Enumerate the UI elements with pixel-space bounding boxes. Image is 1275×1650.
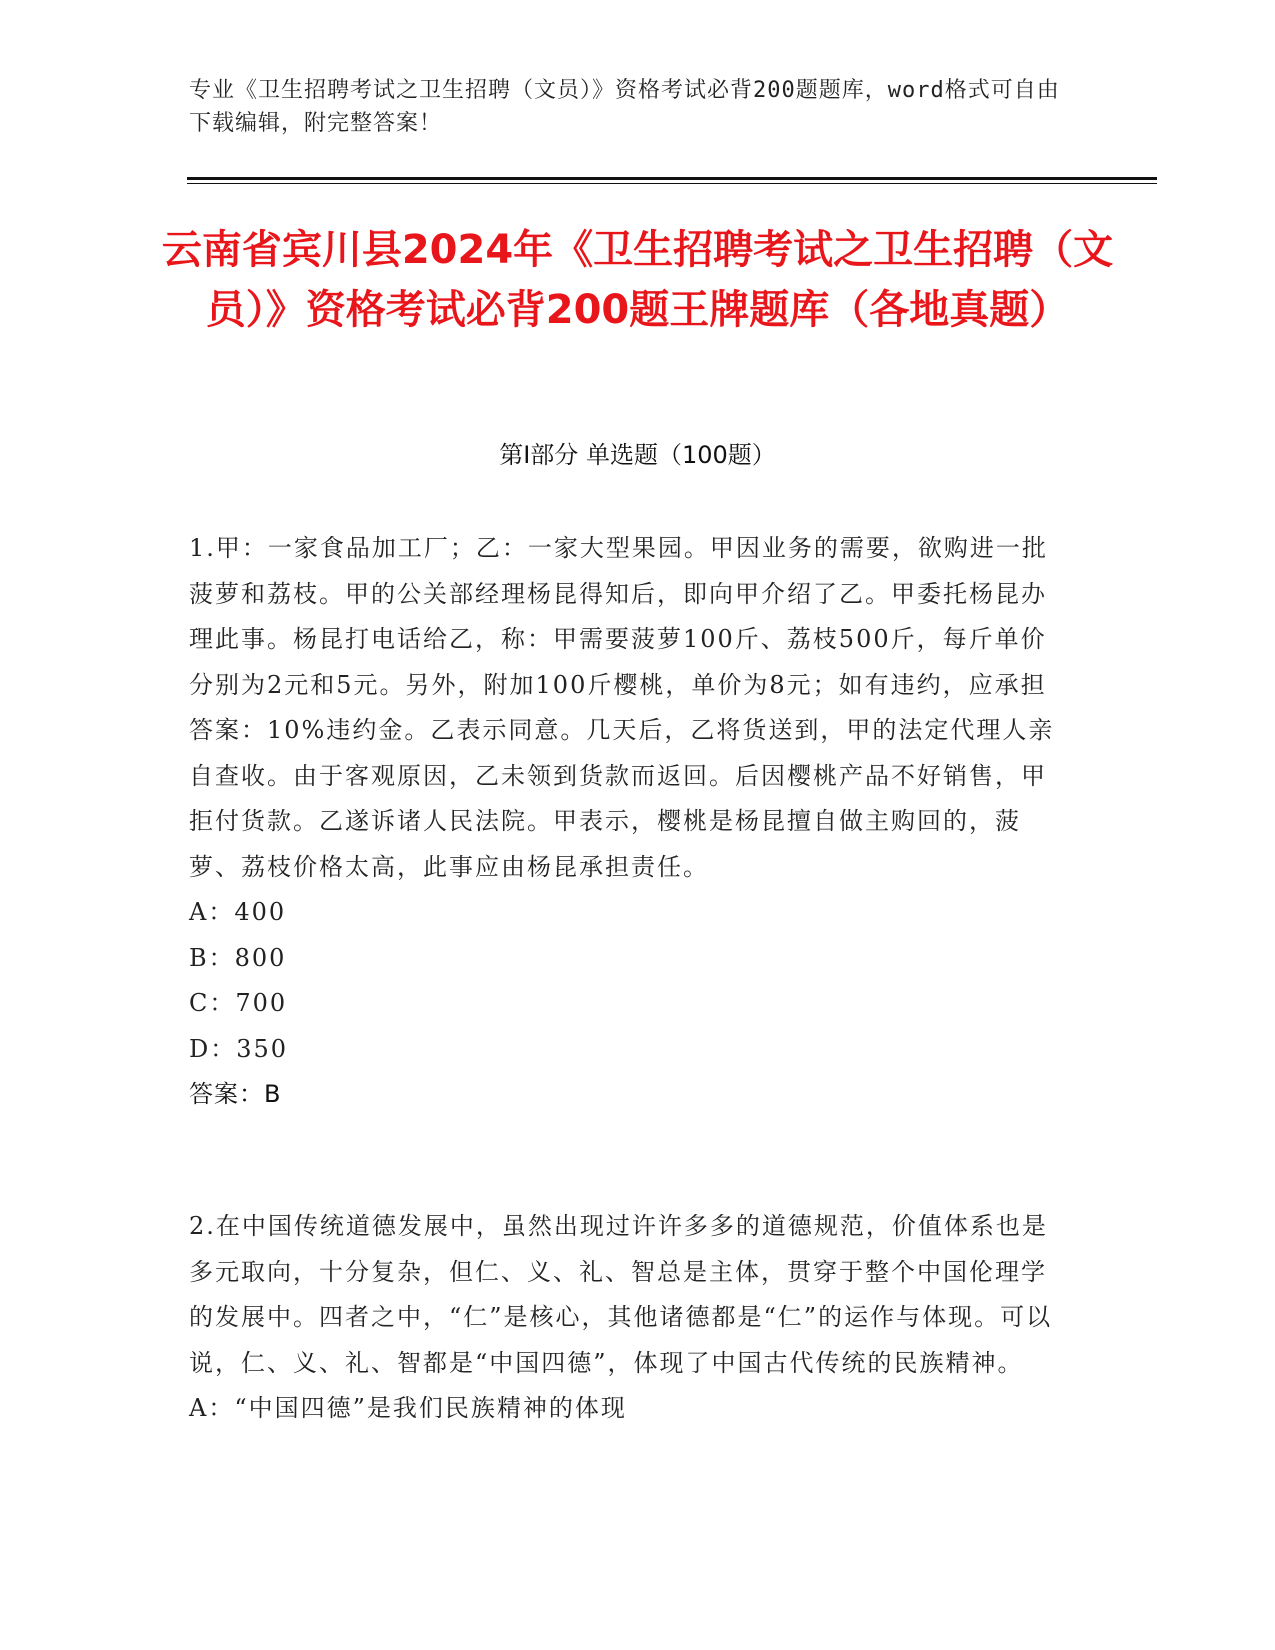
option-b: B：800 (189, 943, 287, 972)
question-text: 2.在中国传统道德发展中，虽然出现过许许多多的道德规范，价值体系也是多元取向，十分复杂，但仁、义、礼、智总是主体，贯穿于整个中国伦理学的发展中。四者之中，“仁”是核心，其他诸德都是“仁”的运作与体现。可以说，仁、义、礼、智都是“中国四德”，体现了中国古代传统的民族精神。 (189, 1212, 1053, 1377)
answer: 答案：B (189, 1080, 282, 1108)
header-divider-thin (187, 183, 1157, 184)
option-a: A：400 (189, 898, 287, 926)
question-2 (189, 1204, 1069, 1432)
document-title: 云南省宾川县2024年《卫生招聘考试之卫生招聘（文员）》资格考试必背200题王牌题库（各地真题） (161, 227, 1114, 333)
option-a: A：“中国四德”是我们民族精神的体现 (189, 1394, 627, 1422)
question-text: 1.甲：一家食品加工厂；乙：一家大型果园。甲因业务的需要，欲购进一批菠萝和荔枝。甲的公关部经理杨昆得知后，即向甲介绍了乙。甲委托杨昆办理此事。杨昆打电话给乙，称：甲需要菠萝100斤、荔枝500斤，每斤单价分别为2元和5元。另外，附加100斤樱桃，单价为8元；如有违约，应承担答案：10%违约金。乙表示同意。几天后，乙将货送到，甲的法定代理人亲自查收。由于客观原因，乙未领到货款而返回。后因樱桃产品不好销售，甲拒付货款。乙遂诉诸人民法院。甲表示，樱桃是杨昆擅自做主购回的，菠萝、荔枝价格太高，此事应由杨昆承担责任。 (189, 534, 1055, 881)
section-title: 第Ⅰ部分 单选题（100题） (499, 441, 776, 469)
header-note: 专业《卫生招聘考试之卫生招聘（文员）》资格考试必背200题题库，word格式可自由下载编辑，附完整答案！ (189, 78, 1060, 136)
option-c: C：700 (189, 989, 288, 1017)
header-divider-thick (187, 177, 1157, 180)
question-1 (189, 526, 1069, 1118)
option-d: D：350 (189, 1034, 289, 1063)
